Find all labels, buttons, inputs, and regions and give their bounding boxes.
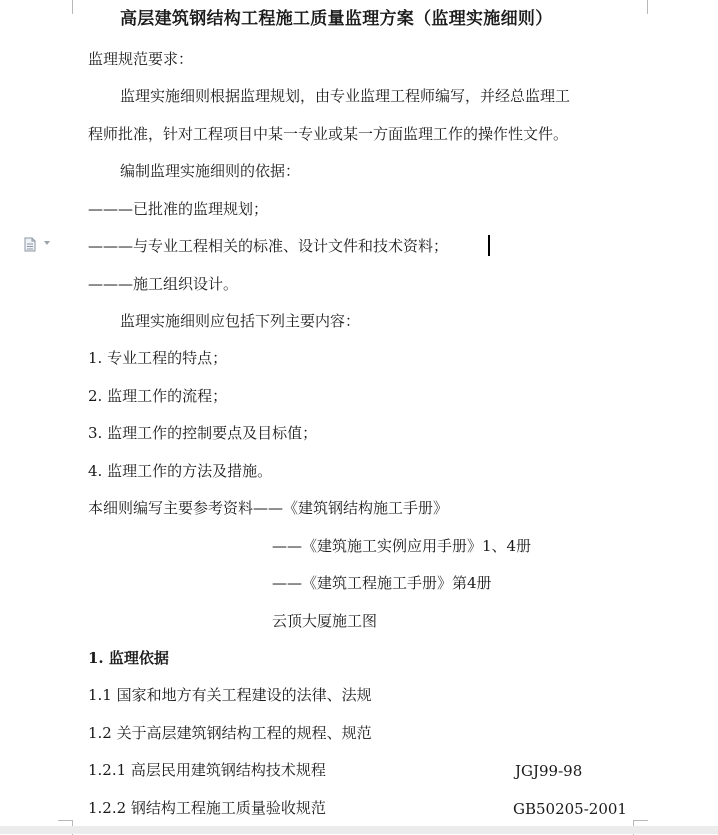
page-corner-mark xyxy=(72,0,87,14)
list-item: 3. 监理工作的控制要点及目标值； xyxy=(88,424,318,442)
list-item: 4. 监理工作的方法及措施。 xyxy=(88,462,273,480)
reference-item: 云顶大厦施工图 xyxy=(272,612,378,630)
paragraph: 监理实施细则根据监理规划，由专业监理工程师编写，并经总监理工 xyxy=(120,87,571,105)
standard-label: 1.2.2 钢结构工程施工质量验收规范 xyxy=(88,799,326,817)
standard-code: GB50205-2001 xyxy=(513,800,627,818)
page-gap xyxy=(0,826,718,834)
chevron-down-icon[interactable] xyxy=(44,241,50,245)
section-heading: 1. 监理依据 xyxy=(88,649,169,667)
list-item: 2. 监理工作的流程； xyxy=(88,387,228,405)
list-item: ———施工组织设计。 xyxy=(88,275,239,293)
standard-code: JGJ99-98 xyxy=(515,762,583,780)
text-cursor xyxy=(488,235,490,256)
paragraph: 监理规范要求： xyxy=(88,50,194,68)
document-icon[interactable] xyxy=(24,237,36,252)
paragraph: 程师批准，针对工程项目中某一专业或某一方面监理工作的操作性文件。 xyxy=(88,125,569,143)
list-item: ———已批准的监理规划； xyxy=(88,200,269,218)
paragraph: 监理实施细则应包括下列主要内容： xyxy=(120,312,361,330)
subsection: 1.1 国家和地方有关工程建设的法律、法规 xyxy=(88,686,372,704)
list-item: 1. 专业工程的特点； xyxy=(88,349,228,367)
paragraph: 本细则编写主要参考资料——《建筑钢结构施工手册》 xyxy=(88,499,449,517)
subsection: 1.2 关于高层建筑钢结构工程的规程、规范 xyxy=(88,724,372,742)
standard-label: 1.2.1 高层民用建筑钢结构技术规程 xyxy=(88,761,326,779)
list-item: ———与专业工程相关的标准、设计文件和技术资料； xyxy=(88,237,449,255)
page-corner-mark xyxy=(633,0,648,14)
paragraph: 编制监理实施细则的依据： xyxy=(120,162,301,180)
reference-item: ——《建筑工程施工手册》第4册 xyxy=(272,574,492,592)
document-title: 高层建筑钢结构工程施工质量监理方案（监理实施细则） xyxy=(120,9,553,29)
reference-item: ——《建筑施工实例应用手册》1、4册 xyxy=(272,537,532,555)
